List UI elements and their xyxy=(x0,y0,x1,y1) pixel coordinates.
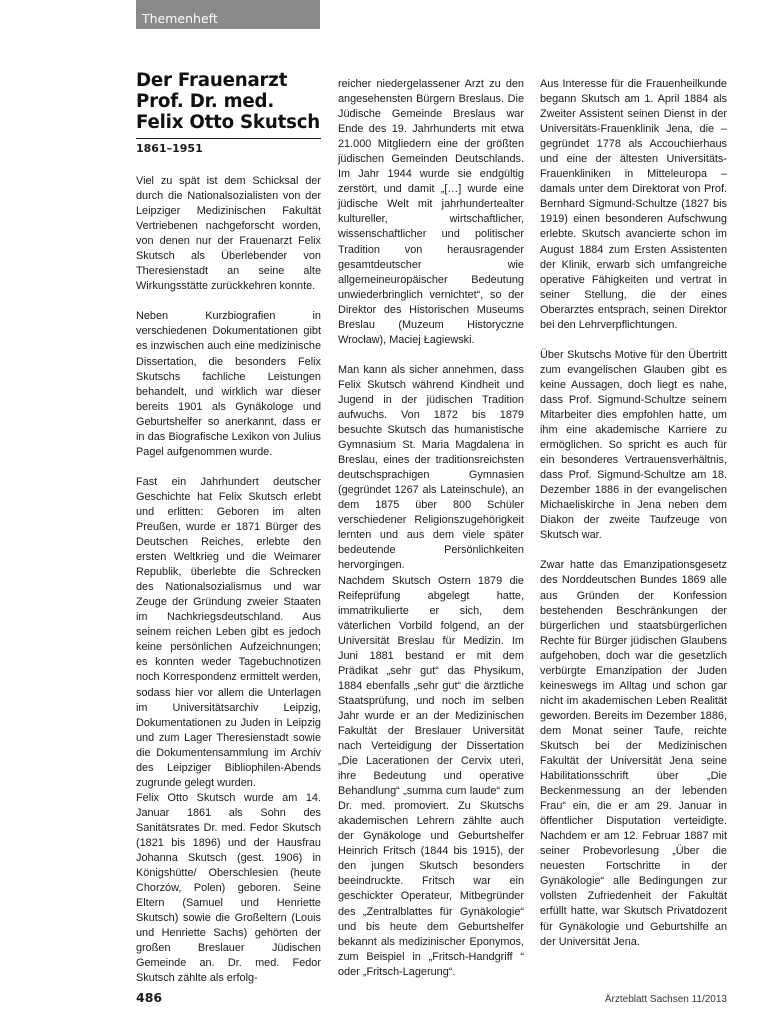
section-tab xyxy=(136,0,320,29)
paragraph: Viel zu spät ist dem Schicksal der durch die Nationalsozialisten von der Leipziger Medizinischen Fakultät Vertriebenen nachgeforscht worden, von denen nur der Frauenarzt Felix Skutsch als Überlebender von Theresienstadt an seine alte Wirkungsstätte zurückkehren konnte. xyxy=(136,175,321,293)
article-years: 1861–1951 xyxy=(136,142,203,155)
journal-reference: Ärzteblatt Sachsen 11/2013 xyxy=(604,994,727,1005)
title-line: Der Frauenarzt xyxy=(136,70,288,91)
paragraph: Fast ein Jahrhundert deutscher Geschichte hat Felix Skutsch erlebt und erlitten: Geboren im alten Preußen, wurde er 1871 Bürger des Deutschen Reiches, erlebte den ersten Weltkrieg und die Weimarer Republik, überlebte die Schrecken des Nationalsozialismus und war Zeuge der Gründung zweier Staaten im Nachkriegsdeutschland. Aus seinem reichen Leben gibt es jedoch keine persönlichen Aufzeichnungen; es konnten weder Tagebuchnotizen noch Korrespondenz ermittelt werden, sodass hier vor allem die Unterlagen im Universitätsarchiv Leipzig, Dokumentationen zu Juden in Leipzig und zum Lager Theresienstadt sowie die Dokumentensammlung im Archiv des Leipziger Bibliophilen-Abends zugrunde gelegt wurden. xyxy=(136,475,321,789)
title-line: Felix Otto Skutsch xyxy=(136,112,321,133)
paragraph: Nachdem Skutsch Ostern 1879 die Reifeprüfung abgelegt hatte, immatrikulierte er sich, dem väterlichen Vorbild folgend, an der Universität Breslau für Medizin. Im Juni 1881 bestand er mit dem Prädikat „sehr gut“ das Physikum, 1884 ebenfalls „sehr gut“ die ärztliche Staatsprüfung, und noch im selben Jahr wurde er an der Medizinischen Fakultät der Breslauer Universität nach Verteidigung der Dissertation „Die Lacerationen der Cervix uteri, ihre Bedeutung und operative Behandlung“ „summa cum laude“ zum Dr. med. promoviert. Zu Skutschs akademischen Lehrern zählte auch der Gynäkologe und Geburtshelfer Heinrich Fritsch (1844 bis 1915), der den jungen Skutsch besonders beeindruckte. Fritsch war ein geschickter Operateur, Mitbegründer des „Zentralblattes für Gynäkologie“ und bis heute dem Geburtshelfer bekannt als medizinischer Eponymos, zum Beispiel in „Fritsch-Handgriff “ oder „Fritsch-Lagerung“. xyxy=(338,574,524,978)
paragraph: Neben Kurzbiografien in verschiedenen Dokumentationen gibt es inzwischen auch eine medizinische Dissertation, die besonders Felix Skutschs fachliche Leistungen behandelt, und wirklich war dieser bereits 1901 als Gynäkologe und Geburtshelfer so anerkannt, dass er in das Biografische Lexikon von Julius Pagel aufgenommen wurde. xyxy=(136,310,321,458)
column-2 xyxy=(338,77,524,980)
column-3 xyxy=(540,77,727,950)
paragraph: reicher niedergelassener Arzt zu den angesehensten Bürgern Breslaus. Die Jüdische Gemeinde Breslaus war Ende des 19. Jahrhunderts mit etwa 21.000 Mitgliedern eine der größten jüdischen Gemeinden Deutschlands. Im Jahr 1944 wurde sie endgültig zerstört, und damit „[…] wurde eine jüdische Welt mit jahrhundertealter kultureller, wirtschaftlicher, wissenschaftlicher und politischer Tradition von herausragender gesamtdeutscher wie allgemeineuropäischer Bedeutung unwiederbringlich vernichtet“, so der Direktor des Historischen Museums Breslau (Muzeum Historyczne Wrocław), Maciej Łagiewski. xyxy=(338,78,524,346)
paragraph: Felix Otto Skutsch wurde am 14. Januar 1861 als Sohn des Sanitätsrates Dr. med. Fedor Skutsch (1821 bis 1896) und der Hausfrau Johanna Skutsch (gest. 1906) in Königshütte/ Oberschlesien (heute Chorzów, Polen) geboren. Seine Eltern (Samuel und Henriette Skutsch) sowie die Großeltern (Louis und Henriette Sachs) gehörten der großen Breslauer Jüdischen Gemeinde an. Dr. med. Fedor Skutsch zählte als erfolg- xyxy=(136,791,321,985)
title-divider xyxy=(136,138,321,139)
paragraph: Über Skutschs Motive für den Übertritt zum evangelischen Glauben gibt es keine Aussagen, doch liegt es nahe, dass Prof. Sigmund-Schultze seinem Mitarbeiter dies empfohlen hatte, um ihm eine akademische Karriere zu ermöglichen. So spricht es auch für ein besonderes Vertrauensverhältnis, dass Prof. Sigmund-Schultze am 18. Dezember 1886 in der evangelischen Michaeliskirche in Jena neben dem Diakon der zweite Taufzeuge von Skutsch war. xyxy=(540,348,727,542)
title-line: Prof. Dr. med. xyxy=(136,91,275,112)
paragraph: Zwar hatte das Emanzipationsgesetz des Norddeutschen Bundes 1869 alle aus Gründen der Konfession bestehenden Beschränkungen der bürgerlichen und staatsbürgerlichen Rechte für Bürger jüdischen Glaubens aufgehoben, doch war die gesetzlich verbürgte Emanzipation der Juden keineswegs im Alltag und schon gar nicht im akademischen Leben Realität geworden. Bereits im Dezember 1886, dem Monat seiner Taufe, reichte Skutsch bei der Medizinischen Fakultät der Universität Jena seine Habilitationsschrift über „Die Beckenmessung an der lebenden Frau“ ein, die er am 29. Januar in öffentlicher Disputation verteidigte. Nachdem er am 12. Februar 1887 mit seiner Probevorlesung „Über die neuesten Fortschritte in der Gynäkologie“ alle Bedingungen zur vollsten Zufriedenheit der Fakultät erfüllt hatte, war Skutsch Privatdozent für Gynäkologie und Geburtshilfe an der Universität Jena. xyxy=(540,559,727,948)
article-title xyxy=(136,70,321,133)
paragraph: Aus Interesse für die Frauenheilkunde begann Skutsch am 1. April 1884 als Zweiter Assistent seinen Dienst in der Universitäts-Frauenklinik Jena, die – gegründet 1778 als Accouchierhaus und eine der ältesten Universitäts-Frauenkliniken in Mitteleuropa – damals unter dem Direktorat von Prof. Bernhard Sigmund-Schultze (1827 bis 1919) einen besonderen Aufschwung erlebte. Skutsch avancierte schon im August 1884 zum Ersten Assistenten der Klinik, erwarb sich umfangreiche operative Fähigkeiten und vertrat in seiner Stellung, die der eines Oberarztes entsprach, seinen Direktor bei den Lehrverpflichtungen. xyxy=(540,78,727,331)
page-number: 486 xyxy=(136,990,163,1005)
paragraph: Man kann als sicher annehmen, dass Felix Skutsch während Kindheit und Jugend in der jüdischen Tradition aufwuchs. Von 1872 bis 1879 besuchte Skutsch das humanistische Gymnasium St. Maria Magdalena in Breslau, eines der traditionsreichsten deutschsprachigen Gymnasien (gegründet 1267 als Lateinschule), an dem 1875 über 800 Schüler verschiedener Religionszugehörigkeit lernten und aus dem viele später bedeutende Persönlichkeiten hervorgingen. xyxy=(338,363,524,572)
column-1 xyxy=(136,70,321,986)
section-label: Themenheft xyxy=(142,11,218,26)
